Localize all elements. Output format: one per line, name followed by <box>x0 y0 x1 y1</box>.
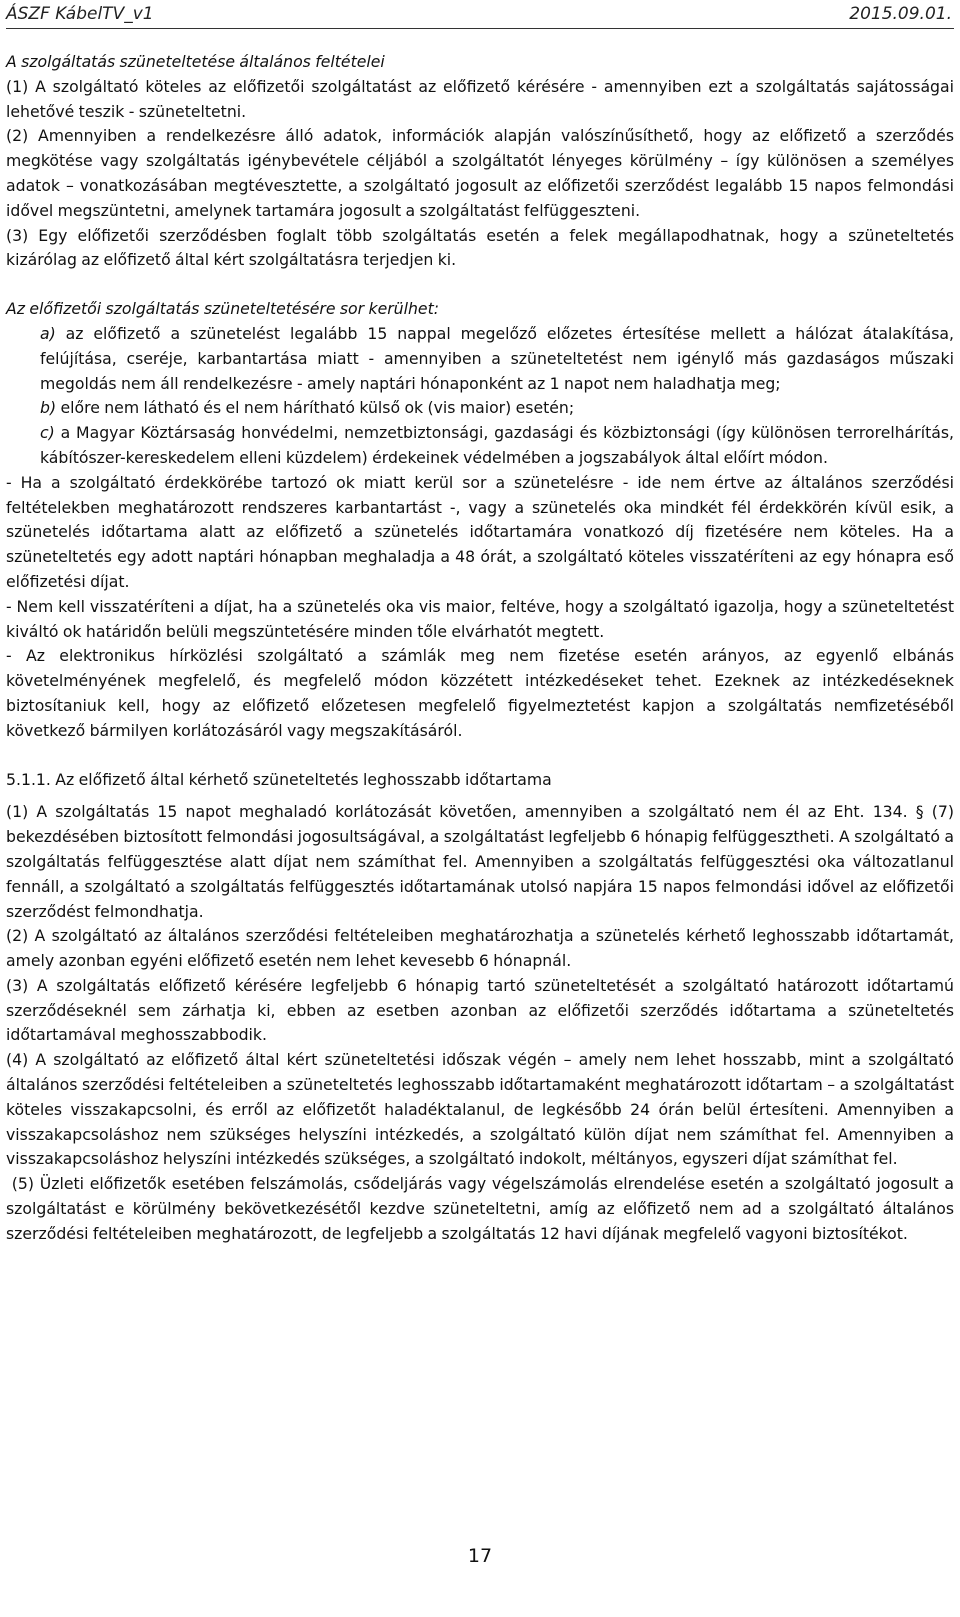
paragraph: (2) A szolgáltató az általános szerződési feltételeiben meghatározhatja a szünetelés kérhető leghosszabb időtartamát, amely azonban egyéni előfizető esetén nem lehet kevesebb 6 hónapnál. <box>6 926 954 971</box>
page-number: 17 <box>467 1545 493 1567</box>
list-item-c <box>6 421 954 471</box>
spacer <box>6 273 954 297</box>
paragraph: (1) A szolgáltatás 15 napot meghaladó korlátozását követően, amennyiben a szolgáltató nem él az Eht. 134. § (7) bekezdésében biztosított felmondási jogosultságával, a szolgáltatást legfeljebb 6 hónapig felfüggesztheti. A szolgáltató a szolgáltatás felfüggesztése alatt díjat nem számíthat fel. Amennyiben a szolgáltatás felfüggesztési oka változatlanul fennáll, a szolgáltató a szolgáltatás felfüggesztés időtartamának utolsó napjára 15 napos felmondási idővel az előfizetői szerződést felmondhatja. <box>6 802 954 921</box>
spacer <box>6 792 954 800</box>
section-heading-5-1-1: 5.1.1. Az előfizető által kérhető szüneteltetés leghosszabb időtartama <box>6 769 552 789</box>
paragraph: - Nem kell visszatéríteni a díjat, ha a szünetelés oka vis maior, feltéve, hogy a szolgáltató igazolja, hogy a szüneteltetést kiváltó ok határidőn belüli megszüntetésére minden tőle elvárhatót megtett. <box>6 596 954 641</box>
paragraph: (4) A szolgáltató az előfizető által kért szüneteltetési időszak végén – amely nem lehet hosszabb, mint a szolgáltató általános szerződési feltételeiben a szüneteltetés leghosszabb időtartamaként meghatározott időtartam – a szolgáltatást köteles visszakapcsolni, és erről az előfizetőt haladéktalanul, de legkésőbb 24 órán belül értesíteni. Amennyiben a visszakapcsoláshoz nem szükséges helyszíni intézkedés, a szolgáltató külön díjat nem számíthat fel. Amennyiben a visszakapcsoláshoz helyszíni intézkedés szükséges, a szolgáltató indokolt, méltányos, egyszeri díjat számíthat fel. <box>6 1050 954 1169</box>
page-header <box>6 2 954 29</box>
paragraph: (5) Üzleti előfizetők esetében felszámolás, csődeljárás vagy végelszámolás elrendelése esetén a szolgáltató jogosult a szolgáltatást e körülmény bekövetkezésétől kezdve szüneteltetni, amíg az előfizető nem ad a szolgáltató általános szerződési feltételeiben meghatározott, de legfeljebb a szolgáltatás 12 havi díjának megfelelő vagyoni biztosítékot. <box>6 1174 959 1243</box>
section-title-suspension-cases: Az előfizetői szolgáltatás szüneteltetésére sor kerülhet: <box>6 299 440 319</box>
spacer <box>6 744 954 768</box>
list-item-text: előre nem látható és el nem hárítható külső ok (vis maior) esetén; <box>56 398 575 418</box>
list-marker: c) <box>40 423 55 443</box>
paragraph: (2) Amennyiben a rendelkezésre álló adatok, információk alapján valószínűsíthető, hogy az előfizető a szerződés megkötése vagy szolgáltatás igénybevétele céljából a szolgáltatót lényeges körülmény – így különösen a személyes adatok – vonatkozásában megtévesztette, a szolgáltató jogosult az előfizetői szerződést legalább 15 napos felmondási idővel megszüntetni, amelynek tartamára jogosult a szolgáltatást felfüggeszteni. <box>6 126 954 220</box>
list-marker: a) <box>40 323 56 343</box>
section-title-suspension-general: A szolgáltatás szüneteltetése általános feltételei <box>6 52 385 71</box>
list-item-a <box>6 322 954 396</box>
paragraph: - Az elektronikus hírközlési szolgáltató a számlák meg nem fizetése esetén arányos, az egyenlő elbánás követelményének megfelelő, és megfelelő módon közzétett intézkedéseket tehet. Ezeknek az intézkedéseknek biztosítaniuk kell, hogy az előfizető előzetesen megfelelő figyelmeztetést kapjon a szolgáltatás nemfizetéséből következő bármilyen korlátozásáról vagy megszakításáról. <box>6 646 954 740</box>
paragraph: - Ha a szolgáltató érdekkörébe tartozó ok miatt kerül sor a szünetelésre - ide nem értve az általános szerződési feltételekben meghatározott rendszeres karbantartást -, vagy a szünetelés oka mindkét fél érdekkörén kívül esik, a szünetelés időtartama alatt az előfizető a szünetelés időtartamára vonatkozó díj fizetésére nem köteles. Ha a szüneteltetés egy adott naptári hónapban meghaladja a 48 órát, a szolgáltató köteles visszatéríteni az egy hónapra eső előfizetési díjat. <box>6 472 954 591</box>
list-item-text: a Magyar Köztársaság honvédelmi, nemzetbiztonsági, gazdasági és közbiztonsági (így különösen terrorelhárítás, kábítószer-kereskedelem elleni küzdelem) érdekeinek védelmében a jogszabályok által előírt módon. <box>40 423 954 467</box>
paragraph: (3) Egy előfizetői szerződésben foglalt több szolgáltatás esetén a felek megállapodhatnak, hogy a szüneteltetés kizárólag az előfizető által kért szolgáltatásra terjedjen ki. <box>6 225 954 270</box>
paragraph: (3) A szolgáltatás előfizető kérésére legfeljebb 6 hónapig tartó szüneteltetését a szolgáltató határozott időtartamú szerződéseknél sem zárhatja ki, ebben az esetben azonban az előfizetői szerződés időtartama a szüneteltetés időtartamával meghosszabbodik. <box>6 975 954 1045</box>
document-body <box>6 50 959 1247</box>
paragraph: (1) A szolgáltató köteles az előfizetői szolgáltatást az előfizető kérésére - amennyiben ezt a szolgáltatás sajátosságai lehetővé teszik - szüneteltetni. <box>6 76 954 121</box>
document-title: ÁSZF KábelTV_v1 <box>6 4 154 24</box>
list-item-b <box>6 396 954 421</box>
list-item-text: az előfizető a szünetelést legalább 15 nappal megelőző előzetes értesítése mellett a hálózat átalakítása, felújítása, cseréje, karbantartása miatt - amennyiben a szüneteltetést nem igénylő más gazdaságos műszaki megoldás nem áll rendelkezésre - amely naptári hónaponként az 1 napot nem haladhatja meg; <box>40 323 954 393</box>
document-date: 2015.09.01. <box>849 4 952 24</box>
list-marker: b) <box>40 398 57 418</box>
